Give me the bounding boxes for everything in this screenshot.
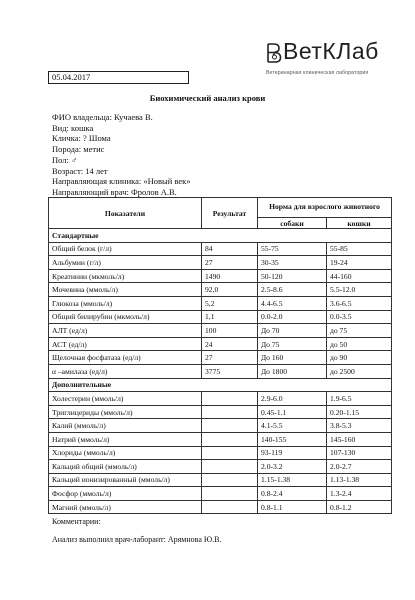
indicator-cell: Кальций общий (ммоль/л) xyxy=(49,460,202,474)
norm-cats-cell: 55-85 xyxy=(327,242,392,256)
indicator-cell: Креатинин (мкмоль/л) xyxy=(49,269,202,283)
norm-dogs-cell: До 160 xyxy=(258,351,327,365)
norm-dogs-cell: 0.8-1.1 xyxy=(258,500,327,514)
section-title: Дополнительные xyxy=(49,378,392,392)
performed-by: Анализ выполнил врач-лаборант: Арямнова Ю.В. xyxy=(52,535,222,544)
norm-cats-cell: 3.8-5.3 xyxy=(327,419,392,433)
norm-dogs-cell: 93-119 xyxy=(258,446,327,460)
result-cell xyxy=(202,473,258,487)
indicator-cell: Магний (ммоль/л) xyxy=(49,500,202,514)
norm-dogs-cell: 4.4-6.5 xyxy=(258,296,327,310)
result-cell: 92,0 xyxy=(202,283,258,297)
results-table xyxy=(48,197,392,514)
report-title: Биохимический анализ крови xyxy=(149,93,266,103)
norm-cats-cell: до 50 xyxy=(327,337,392,351)
table-row xyxy=(49,283,392,297)
indicator-cell: Щелочная фосфатаза (ед/л) xyxy=(49,351,202,365)
header-cats: кошки xyxy=(327,218,392,229)
norm-cats-cell: 44-160 xyxy=(327,269,392,283)
table-row xyxy=(49,446,392,460)
norm-cats-cell: 0.20-1.15 xyxy=(327,405,392,419)
patient-info xyxy=(52,112,191,198)
sex: Пол: ♂ xyxy=(52,154,78,165)
norm-dogs-cell: 30-35 xyxy=(258,256,327,270)
breed: Порода: метис xyxy=(52,144,105,155)
age: Возраст: 14 лет xyxy=(52,165,108,176)
section-title: Стандартные xyxy=(49,229,392,243)
norm-cats-cell: 0.8-1.2 xyxy=(327,500,392,514)
table-row xyxy=(49,310,392,324)
norm-dogs-cell: До 75 xyxy=(258,337,327,351)
norm-dogs-cell: 55-75 xyxy=(258,242,327,256)
indicator-cell: Общий белок (г/л) xyxy=(49,242,202,256)
result-cell: 1,1 xyxy=(202,310,258,324)
indicator-cell: Калий (ммоль/л) xyxy=(49,419,202,433)
norm-cats-cell: до 75 xyxy=(327,324,392,338)
norm-cats-cell: 107-130 xyxy=(327,446,392,460)
norm-dogs-cell: До 1800 xyxy=(258,364,327,378)
result-cell: 100 xyxy=(202,324,258,338)
indicator-cell: Хлориды (ммоль/л) xyxy=(49,446,202,460)
indicator-cell: АСТ (ед/л) xyxy=(49,337,202,351)
table-row xyxy=(49,324,392,338)
norm-cats-cell: 19-24 xyxy=(327,256,392,270)
table-row xyxy=(49,432,392,446)
lab-logo xyxy=(266,38,396,82)
norm-dogs-cell: 2.0-3.2 xyxy=(258,460,327,474)
result-cell xyxy=(202,487,258,501)
result-cell: 27 xyxy=(202,256,258,270)
section-row xyxy=(49,378,392,392)
result-cell xyxy=(202,392,258,406)
logo-subtitle: Ветеринарная клиническая лаборатория xyxy=(266,70,369,76)
indicator-cell: Фосфор (ммоль/л) xyxy=(49,487,202,501)
table-row xyxy=(49,337,392,351)
report-date: 05.04.2017 xyxy=(48,71,189,84)
indicator-cell: Натрий (ммоль/л) xyxy=(49,432,202,446)
norm-dogs-cell: 140-155 xyxy=(258,432,327,446)
norm-cats-cell: 3.6-6.5 xyxy=(327,296,392,310)
result-cell: 1490 xyxy=(202,269,258,283)
header-norm: Норма для взрослого животного xyxy=(258,198,392,218)
indicator-cell: Глюкоза (ммоль/л) xyxy=(49,296,202,310)
table-row xyxy=(49,473,392,487)
indicator-cell: Альбумин (г/л) xyxy=(49,256,202,270)
indicator-cell: Триглицериды (ммоль/л) xyxy=(49,405,202,419)
microscope-icon xyxy=(266,42,282,64)
norm-dogs-cell: 0.8-2.4 xyxy=(258,487,327,501)
result-cell xyxy=(202,419,258,433)
result-cell: 3775 xyxy=(202,364,258,378)
norm-cats-cell: 5.5-12.0 xyxy=(327,283,392,297)
table-row xyxy=(49,419,392,433)
header-result: Результат xyxy=(202,198,258,229)
result-cell: 24 xyxy=(202,337,258,351)
norm-dogs-cell: 50-120 xyxy=(258,269,327,283)
result-cell: 84 xyxy=(202,242,258,256)
table-row xyxy=(49,256,392,270)
norm-cats-cell: 2.0-2.7 xyxy=(327,460,392,474)
header-dogs: собаки xyxy=(258,218,327,229)
table-row xyxy=(49,351,392,365)
referring-doctor: Направляющий врач: Фролов А.В. xyxy=(52,186,177,197)
result-cell: 27 xyxy=(202,351,258,365)
result-cell xyxy=(202,500,258,514)
norm-dogs-cell: 0.45-1.1 xyxy=(258,405,327,419)
norm-dogs-cell: До 70 xyxy=(258,324,327,338)
section-row xyxy=(49,229,392,243)
norm-cats-cell: 1.13-1.38 xyxy=(327,473,392,487)
indicator-cell: Холестерин (ммоль/л) xyxy=(49,392,202,406)
norm-dogs-cell: 2.5-8.6 xyxy=(258,283,327,297)
result-cell xyxy=(202,446,258,460)
indicator-cell: Кальций ионизированный (ммоль/л) xyxy=(49,473,202,487)
table-row xyxy=(49,500,392,514)
table-row xyxy=(49,460,392,474)
indicator-cell: АЛТ (ед/л) xyxy=(49,324,202,338)
nickname: Кличка: ? Шома xyxy=(52,133,111,144)
table-row xyxy=(49,269,392,283)
norm-cats-cell: до 90 xyxy=(327,351,392,365)
indicator-cell: Мочевина (ммоль/л) xyxy=(49,283,202,297)
table-row xyxy=(49,405,392,419)
indicator-cell: Общий билирубин (мкмоль/л) xyxy=(49,310,202,324)
table-row xyxy=(49,392,392,406)
norm-cats-cell: 145-160 xyxy=(327,432,392,446)
referring-clinic: Направляющая клиника: «Новый век» xyxy=(52,176,191,187)
norm-cats-cell: 0.0-3.5 xyxy=(327,310,392,324)
table-row xyxy=(49,364,392,378)
results-body xyxy=(49,229,392,514)
norm-dogs-cell: 2.9-6.0 xyxy=(258,392,327,406)
table-row xyxy=(49,487,392,501)
norm-dogs-cell: 0.0-2.0 xyxy=(258,310,327,324)
comments-label: Комментарии: xyxy=(52,517,101,526)
result-cell xyxy=(202,405,258,419)
table-row xyxy=(49,296,392,310)
norm-cats-cell: 1.9-6.5 xyxy=(327,392,392,406)
norm-cats-cell: 1.3-2.4 xyxy=(327,487,392,501)
logo-text: ВетКЛаб xyxy=(283,38,379,64)
result-cell xyxy=(202,432,258,446)
result-cell: 5,2 xyxy=(202,296,258,310)
table-row xyxy=(49,242,392,256)
norm-dogs-cell: 1.15-1.38 xyxy=(258,473,327,487)
norm-cats-cell: до 2500 xyxy=(327,364,392,378)
indicator-cell: α –амилаза (ед/л) xyxy=(49,364,202,378)
result-cell xyxy=(202,460,258,474)
owner-name: ФИО владельца: Кучаева В. xyxy=(52,112,153,122)
header-indicator: Показатели xyxy=(49,198,202,229)
norm-dogs-cell: 4.1-5.5 xyxy=(258,419,327,433)
species: Вид: кошка xyxy=(52,122,94,133)
